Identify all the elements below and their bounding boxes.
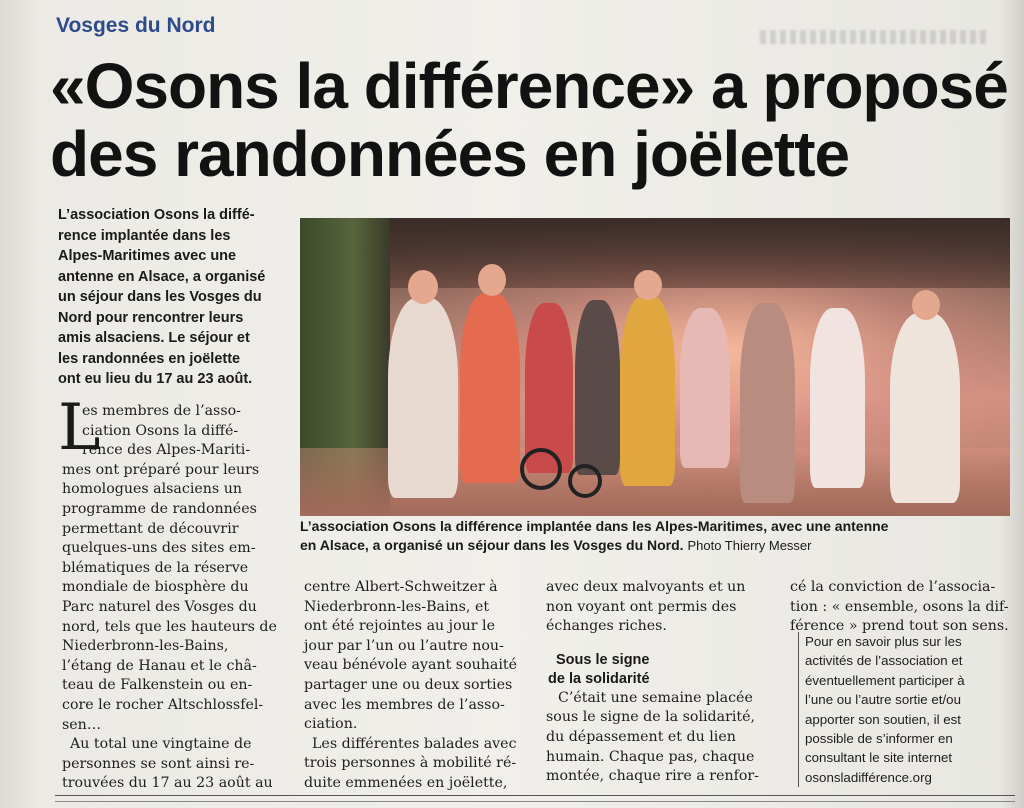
body-line: avec deux malvoyants et un bbox=[546, 579, 746, 595]
body-line: Les différentes balades avec bbox=[312, 735, 517, 752]
bottom-rule bbox=[55, 795, 1015, 796]
lead-line: rence implantée dans les bbox=[58, 227, 231, 244]
info-line: apporter son soutien, il est bbox=[805, 711, 961, 727]
body-column-3 bbox=[546, 578, 786, 787]
bottom-rule bbox=[55, 801, 1015, 802]
body-line: core le rocher Altschlossfel- bbox=[62, 696, 264, 713]
lead-line: les randonnées en joëlette bbox=[58, 350, 241, 367]
body-line: non voyant ont permis des bbox=[546, 598, 737, 615]
body-line: centre Albert-Schweitzer à bbox=[304, 579, 498, 595]
body-line: es membres de l’asso- bbox=[82, 403, 241, 419]
section-subhead: Sous le signe bbox=[556, 651, 650, 668]
body-line: cé la conviction de l’associa- bbox=[790, 579, 996, 595]
body-line: l’étang de Hanau et le châ- bbox=[62, 657, 257, 674]
photo-person bbox=[525, 303, 573, 473]
body-line: teau de Falkenstein ou en- bbox=[62, 677, 253, 694]
caption-line: L’association Osons la différence implantée dans les Alpes-Maritimes, avec une antenne bbox=[300, 518, 889, 534]
body-line: férence » prend tout son sens. bbox=[790, 618, 1009, 635]
body-line: C’était une semaine placée bbox=[558, 689, 753, 706]
body-line: duite emmenées en joëlette, bbox=[304, 774, 508, 791]
body-column-4 bbox=[790, 578, 1016, 637]
info-line: consultant le site internet bbox=[805, 750, 953, 766]
article-lead bbox=[58, 205, 288, 390]
body-line: Au total une vingtaine de bbox=[70, 736, 252, 753]
photo-person bbox=[890, 313, 960, 503]
body-line: ciation Osons la diffé- bbox=[82, 422, 239, 439]
lead-line: Alpes-Maritimes avec une bbox=[58, 248, 237, 264]
body-line: nord, tels que les hauteurs de bbox=[62, 618, 277, 635]
section-kicker: Vosges du Nord bbox=[56, 14, 216, 37]
headline-line: des randonnées en joëlette bbox=[50, 118, 850, 190]
caption-text: en Alsace, a organisé un séjour dans les Vosges du Nord. bbox=[300, 537, 684, 553]
body-line: du dépassement et du lien bbox=[546, 728, 736, 745]
photo-person bbox=[740, 303, 795, 503]
body-line: tion : « ensemble, osons la dif- bbox=[790, 598, 1009, 615]
body-line: mondiale de biosphère du bbox=[62, 579, 249, 596]
bleed-through-text bbox=[760, 30, 990, 44]
group-photo bbox=[300, 218, 1010, 516]
photo-person bbox=[460, 293, 520, 483]
body-line: jour par l’un ou l’autre nou- bbox=[304, 637, 504, 654]
body-line: sen… bbox=[62, 716, 102, 733]
headline-line: «Osons la différence» a proposé bbox=[50, 50, 1008, 122]
photo-person-head bbox=[634, 270, 662, 300]
body-line: personnes se sont ainsi re- bbox=[62, 755, 255, 772]
photo-person-head bbox=[478, 264, 506, 296]
photo-person-head bbox=[912, 290, 940, 320]
photo-person bbox=[680, 308, 730, 468]
lead-line: Nord pour rencontrer leurs bbox=[58, 309, 244, 326]
lead-line: amis alsaciens. Le séjour et bbox=[58, 330, 250, 346]
photo-person bbox=[620, 296, 675, 486]
lead-line: ont eu lieu du 17 au 23 août. bbox=[58, 371, 253, 387]
body-line: partager une ou deux sorties bbox=[304, 676, 513, 693]
photo-caption bbox=[300, 517, 1015, 555]
body-line: avec les membres de l’asso- bbox=[304, 696, 505, 713]
body-line: montée, chaque rire a renfor- bbox=[546, 768, 759, 785]
body-line: mes ont préparé pour leurs bbox=[62, 461, 260, 478]
lead-line: antenne en Alsace, a organisé bbox=[58, 268, 266, 285]
body-column-2 bbox=[304, 578, 536, 794]
body-line: Niederbronn-les-Bains, bbox=[62, 638, 229, 655]
body-line: quelques-uns des sites em- bbox=[62, 540, 256, 557]
body-line: Niederbronn-les-Bains, et bbox=[304, 598, 490, 615]
body-line: ciation. bbox=[304, 716, 358, 733]
joelette-wheel bbox=[520, 448, 562, 490]
info-line: activités de l’association et bbox=[805, 653, 963, 669]
body-line: trois personnes à mobilité ré- bbox=[304, 755, 517, 772]
body-line: sous le signe de la solidarité, bbox=[546, 709, 755, 726]
body-line: permettant de découvrir bbox=[62, 520, 239, 537]
body-column-1 bbox=[62, 402, 288, 794]
info-line: Pour en savoir plus sur les bbox=[805, 634, 962, 649]
photo-person bbox=[810, 308, 865, 488]
photo-person-head bbox=[408, 270, 438, 304]
joelette-wheel bbox=[568, 464, 602, 498]
body-line: homologues alsaciens un bbox=[62, 481, 242, 498]
body-line: échanges riches. bbox=[546, 618, 667, 635]
lead-line: un séjour dans les Vosges du bbox=[58, 289, 262, 305]
article-headline bbox=[50, 52, 1015, 188]
drop-cap: L bbox=[58, 391, 101, 465]
body-line: humain. Chaque pas, chaque bbox=[546, 748, 755, 765]
body-line: rence des Alpes-Mariti- bbox=[82, 442, 251, 459]
body-line: trouvées du 17 au 23 août au bbox=[62, 775, 273, 792]
caption-line bbox=[300, 536, 1015, 555]
info-box bbox=[798, 632, 1015, 787]
lead-line: L’association Osons la diffé- bbox=[58, 207, 255, 223]
body-line: blématiques de la réserve bbox=[62, 559, 249, 576]
info-line: l’une ou l’autre sortie et/ou bbox=[805, 692, 961, 708]
spacer bbox=[546, 637, 786, 651]
section-subhead: de la solidarité bbox=[548, 670, 650, 687]
photo-credit: Photo Thierry Messer bbox=[687, 538, 812, 553]
body-line: programme de randonnées bbox=[62, 500, 257, 517]
body-line: Parc naturel des Vosges du bbox=[62, 598, 257, 615]
photo-person bbox=[388, 298, 458, 498]
info-line: éventuellement participer à bbox=[805, 672, 965, 688]
body-line: ont été rejointes au jour le bbox=[304, 618, 495, 635]
website-url: osonsladifférence.org bbox=[805, 769, 932, 785]
body-line: veau bénévole ayant souhaité bbox=[304, 657, 517, 674]
info-line: possible de s’informer en bbox=[805, 731, 953, 747]
photo-person bbox=[575, 300, 620, 475]
